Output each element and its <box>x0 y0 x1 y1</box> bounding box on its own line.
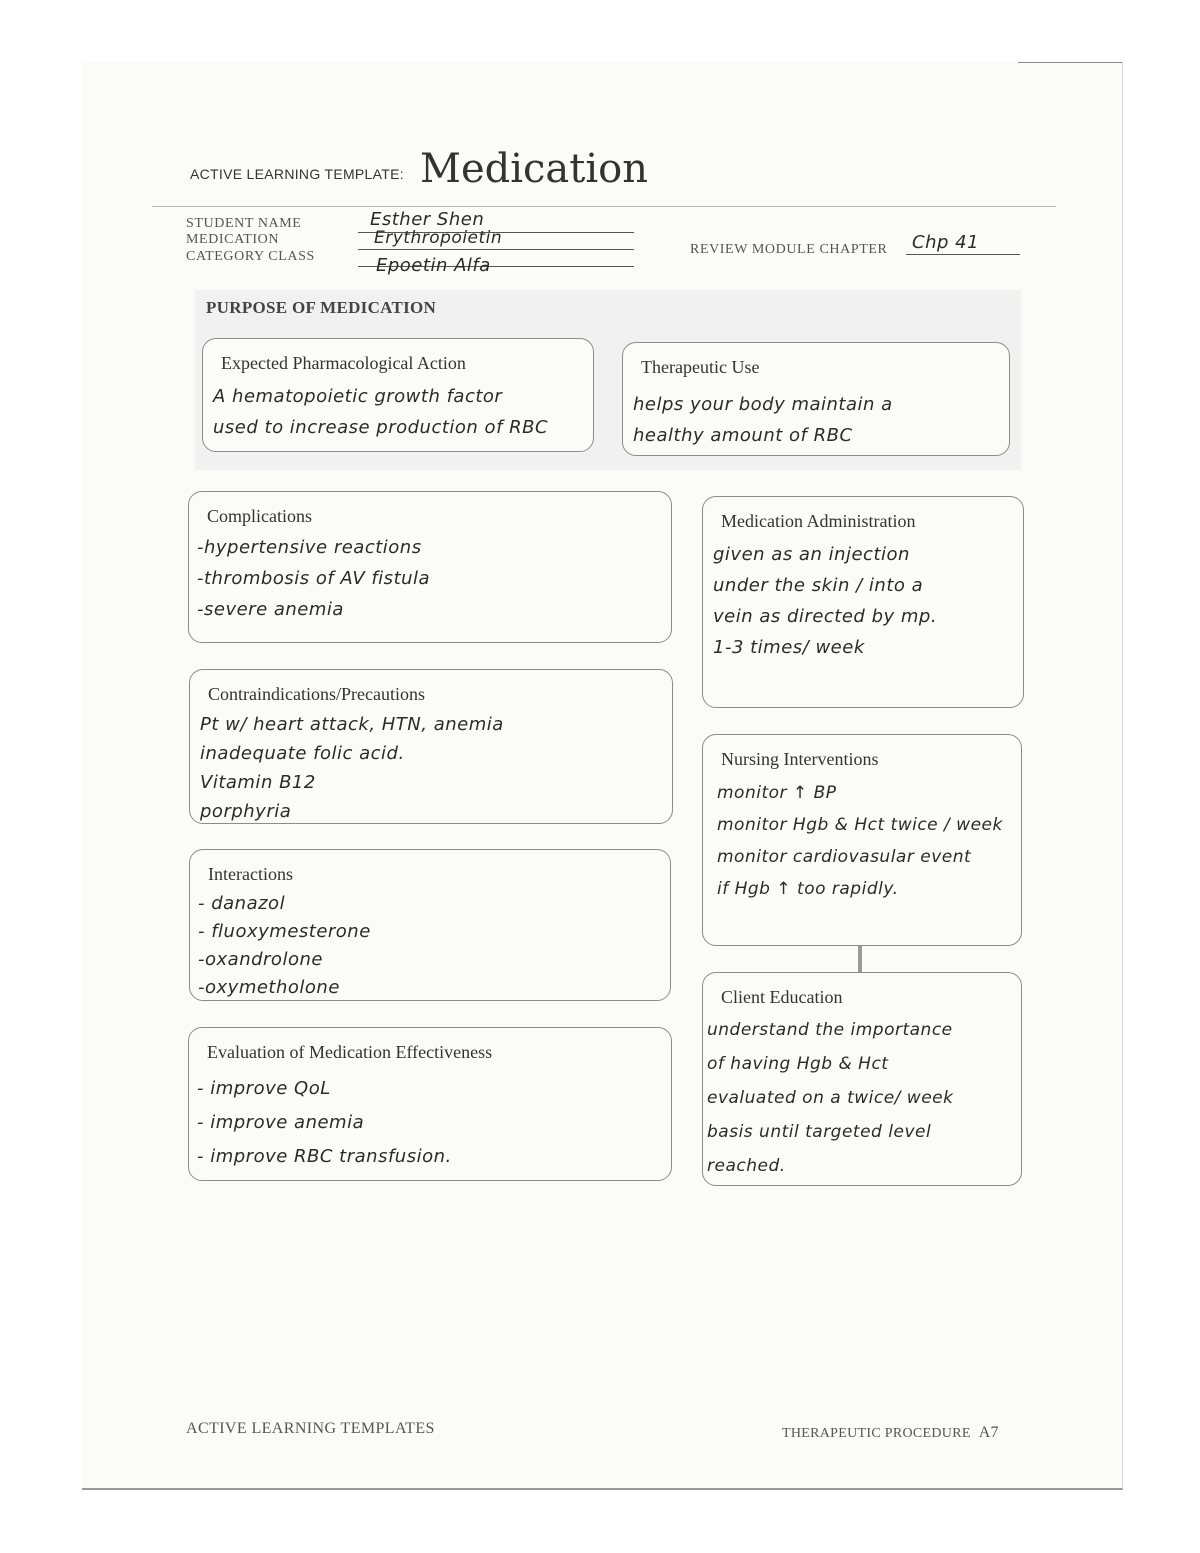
medication-administration-line: given as an injection <box>713 544 910 565</box>
evaluation-line: - improve QoL <box>197 1078 331 1099</box>
evaluation-text <box>197 1072 665 1174</box>
complications-title: Complications <box>207 506 312 526</box>
contraindications-line: Pt w/ heart attack, HTN, anemia <box>200 714 504 735</box>
interactions-line: - danazol <box>198 893 286 914</box>
therapeutic-use-box[interactable] <box>622 342 1010 456</box>
page-number: A7 <box>978 1424 999 1441</box>
client-education-line: evaluated on a twice/ week <box>707 1088 954 1108</box>
evaluation-box[interactable] <box>188 1027 672 1181</box>
interactions-text <box>198 890 664 1002</box>
box-connector <box>858 946 862 972</box>
client-education-line: reached. <box>707 1156 786 1176</box>
client-education-box[interactable] <box>702 972 1022 1186</box>
template-title: Medication <box>420 146 648 192</box>
therapeutic-use-title: Therapeutic Use <box>641 357 760 377</box>
medication-administration-line: under the skin / into a <box>713 575 924 596</box>
nursing-interventions-line: monitor cardiovasular event <box>717 847 972 867</box>
nursing-interventions-line: monitor ↑ BP <box>717 783 837 803</box>
therapeutic-use-line: healthy amount of RBC <box>633 425 853 446</box>
student-name-field[interactable]: Esther Shen <box>370 209 485 230</box>
therapeutic-use-text <box>633 389 1003 451</box>
nursing-interventions-title: Nursing Interventions <box>721 749 879 769</box>
client-education-line: understand the importance <box>707 1020 953 1040</box>
complications-box[interactable] <box>188 491 672 643</box>
medication-label: MEDICATION <box>186 232 280 247</box>
evaluation-line: - improve RBC transfusion. <box>197 1146 452 1167</box>
category-class-label: CATEGORY CLASS <box>186 249 315 264</box>
medication-line <box>358 249 634 250</box>
footer-right <box>782 1424 999 1442</box>
interactions-line: -oxymetholone <box>198 977 340 998</box>
complications-line: -hypertensive reactions <box>197 537 422 558</box>
complications-text <box>197 532 665 625</box>
medication-administration-line: 1-3 times/ week <box>713 637 865 658</box>
review-module-line <box>906 254 1020 255</box>
expected-action-box[interactable] <box>202 338 594 452</box>
review-module-field[interactable]: Chp 41 <box>912 232 980 253</box>
complications-line: -thrombosis of AV fistula <box>197 568 431 589</box>
student-name-label: STUDENT NAME <box>186 216 302 231</box>
contraindications-box[interactable] <box>189 669 673 824</box>
footer-section: THERAPEUTIC PROCEDURE <box>782 1426 971 1441</box>
expected-action-line: A hematopoietic growth factor <box>213 386 503 407</box>
therapeutic-use-line: helps your body maintain a <box>633 394 893 415</box>
interactions-line: - fluoxymesterone <box>198 921 371 942</box>
medication-administration-text <box>713 539 1017 663</box>
medication-administration-line: vein as directed by mp. <box>713 606 938 627</box>
nursing-interventions-text <box>717 777 1015 905</box>
interactions-title: Interactions <box>208 864 293 884</box>
contraindications-line: porphyria <box>200 801 292 822</box>
client-education-line: of having Hgb & Hct <box>707 1054 889 1074</box>
evaluation-line: - improve anemia <box>197 1112 365 1133</box>
interactions-box[interactable] <box>189 849 671 1001</box>
expected-action-text <box>213 381 587 443</box>
client-education-text <box>707 1013 1015 1183</box>
purpose-heading: PURPOSE OF MEDICATION <box>206 298 437 317</box>
complications-line: -severe anemia <box>197 599 344 620</box>
template-label: ACTIVE LEARNING TEMPLATE: <box>190 166 404 182</box>
contraindications-text <box>200 710 666 826</box>
expected-action-line: used to increase production of RBC <box>213 417 549 438</box>
medication-administration-box[interactable] <box>702 496 1024 708</box>
footer-left: ACTIVE LEARNING TEMPLATES <box>186 1420 435 1437</box>
contraindications-line: inadequate folic acid. <box>200 743 405 764</box>
sheet-top-edge <box>1018 62 1122 63</box>
interactions-line: -oxandrolone <box>198 949 323 970</box>
header-divider <box>152 206 1056 207</box>
expected-action-title: Expected Pharmacological Action <box>221 353 466 373</box>
medication-field[interactable]: Erythropoietin <box>374 228 503 248</box>
client-education-line: basis until targeted level <box>707 1122 932 1142</box>
nursing-interventions-box[interactable] <box>702 734 1022 946</box>
review-module-label: REVIEW MODULE CHAPTER <box>690 242 888 257</box>
evaluation-title: Evaluation of Medication Effectiveness <box>207 1042 493 1062</box>
nursing-interventions-line: monitor Hgb & Hct twice / week <box>717 815 1003 835</box>
client-education-title: Client Education <box>721 987 843 1007</box>
contraindications-line: Vitamin B12 <box>200 772 316 793</box>
medication-administration-title: Medication Administration <box>721 511 916 531</box>
nursing-interventions-line: if Hgb ↑ too rapidly. <box>717 879 899 899</box>
contraindications-title: Contraindications/Precautions <box>208 684 425 704</box>
category-class-field[interactable]: Epoetin Alfa <box>376 255 491 276</box>
